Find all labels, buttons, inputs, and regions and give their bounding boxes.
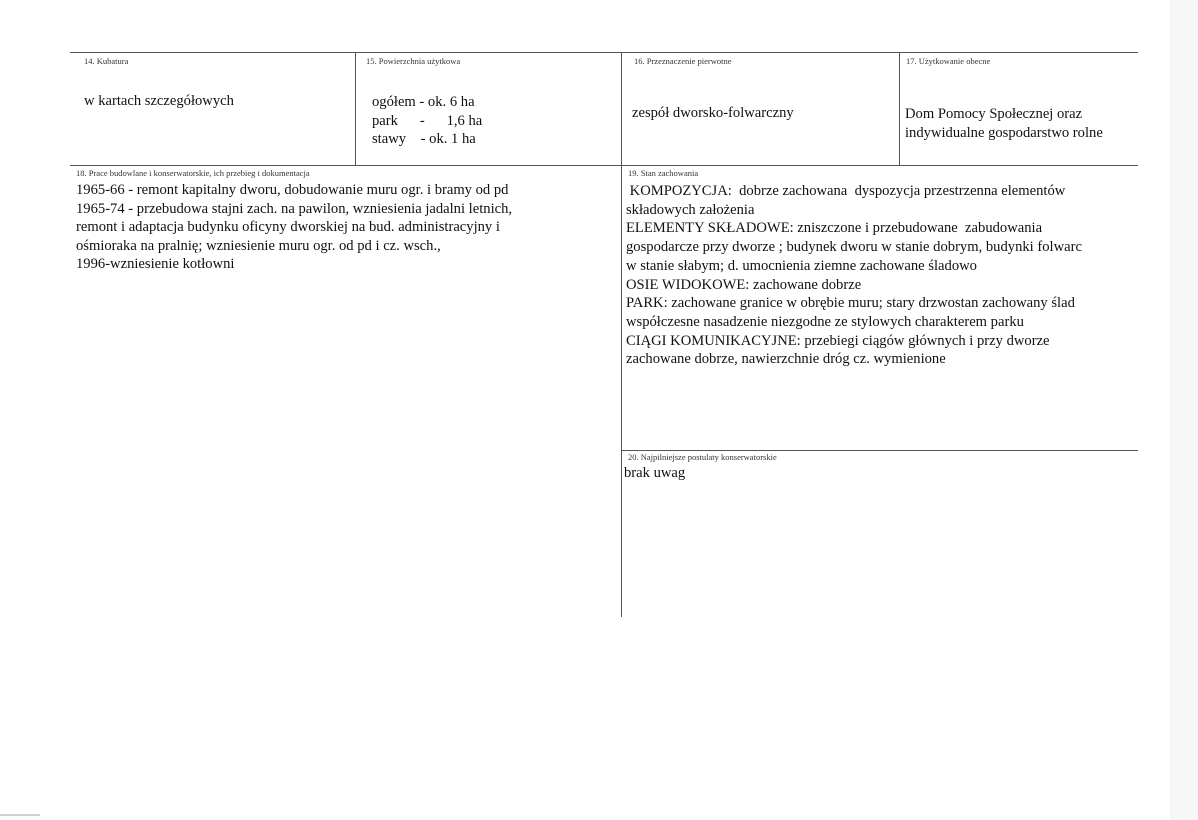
section-20-separator-line — [621, 450, 1138, 451]
usable-area-total: ogółem - ok. 6 ha — [372, 94, 475, 110]
current-use-line-2: indywidualne gospodarstwo rolne — [905, 124, 1103, 141]
works-line-4: ośmioraka na pralnię; wzniesienie muru ogr. od pd i cz. wsch., — [76, 237, 441, 254]
condition-line-6: OSIE WIDOKOWE: zachowane dobrze — [626, 276, 862, 293]
works-line-1: 1965-66 - remont kapitalny dworu, dobudowanie muru ogr. i bramy od pd — [76, 182, 509, 198]
section-14-value: w kartach szczegółowych — [84, 93, 234, 109]
section-17-label: 17. Użytkowanie obecne — [906, 56, 991, 66]
section-15-values — [372, 93, 482, 149]
section-20-label: 20. Najpilniejsze postulaty konserwatorskie — [628, 452, 777, 462]
condition-line-2: składowych założenia — [626, 201, 755, 218]
condition-line-3: ELEMENTY SKŁADOWE: zniszczone i przebudowane zabudowania — [626, 220, 1043, 237]
works-line-3: remont i adaptacja budynku oficyny dworskiej na bud. administracyjny i — [76, 219, 500, 235]
works-line-2: 1965-74 - przebudowa stajni zach. na pawilon, wzniesienia jadalni letnich, — [76, 200, 513, 217]
condition-line-7: PARK: zachowane granice w obrębie muru; stary drzwostan zachowany ślad — [626, 295, 1075, 312]
section-16-label: 16. Przeznaczenie pierwotne — [634, 56, 732, 66]
row-separator-line — [70, 165, 1138, 166]
condition-line-9: CIĄGI KOMUNIKACYJNE: przebiegi ciągów głównych i przy dworze — [626, 332, 1050, 349]
top-border-line — [70, 52, 1138, 53]
section-20-value: brak uwag — [624, 465, 686, 481]
section-19-label: 19. Stan zachowania — [628, 168, 699, 178]
column-divider-3 — [899, 52, 900, 165]
works-line-5: 1996-wzniesienie kotłowni — [76, 256, 235, 272]
usable-area-ponds: stawy - ok. 1 ha — [372, 131, 476, 147]
section-18-label: 18. Prace budowlane i konserwatorskie, ich przebieg i dokumentacja — [76, 168, 310, 178]
section-14-label: 14. Kubatura — [84, 56, 129, 66]
current-use-line-1: Dom Pomocy Społecznej oraz — [905, 106, 1083, 122]
usable-area-park: park - 1,6 ha — [372, 112, 483, 129]
section-15-label: 15. Powierzchnia użytkowa — [366, 56, 461, 66]
section-17-values — [905, 105, 1103, 142]
condition-line-8: współczesne nasadzenie niezgodne ze stylowych charakterem parku — [626, 313, 1024, 330]
scan-mark — [0, 814, 40, 816]
section-16-value: zespół dworsko-folwarczny — [632, 105, 794, 121]
section-18-text — [76, 181, 512, 274]
condition-line-4: gospodarcze przy dworze ; budynek dworu w stanie dobrym, budynki folwarc — [626, 239, 1082, 256]
condition-line-1: KOMPOZYCJA: dobrze zachowana dyspozycja przestrzenna elementów — [626, 183, 1066, 199]
condition-line-5: w stanie słabym; d. umocnienia ziemne zachowane śladowo — [626, 257, 977, 274]
condition-line-10: zachowane dobrze, nawierzchnie dróg cz. wymienione — [626, 351, 946, 368]
column-divider-2 — [621, 52, 622, 617]
scan-edge-shadow — [1170, 0, 1198, 820]
column-divider-1 — [355, 52, 356, 165]
section-19-text — [626, 182, 1146, 369]
